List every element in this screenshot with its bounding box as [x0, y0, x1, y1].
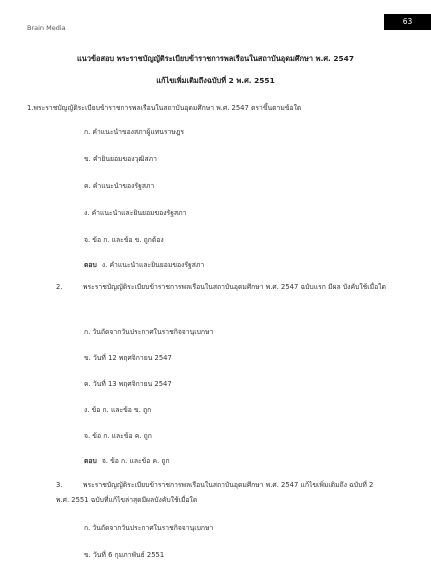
document-subtitle: แก้ไขเพิ่มเติมถึงฉบับที่ 2 พ.ศ. 2551	[156, 76, 275, 85]
question-1-option: ค. คำแนะนำของรัฐสภา	[84, 182, 155, 190]
question-2-text: พระราชบัญญัติระเบียบข้าราชการพลเรือนในสถาบันอุดมศึกษา พ.ศ. 2547 ฉบับแรก มีผล บังคับใช้เมื่อใด	[83, 283, 386, 291]
question-1-option: ง. คำแนะนำและยินยอมของรัฐสภา	[84, 209, 187, 217]
question-2-option: ข. วันที่ 12 พฤศจิกายน 2547	[84, 354, 172, 362]
question-1-answer	[84, 259, 204, 270]
question-1-option: จ. ข้อ ก. และข้อ ข. ถูกต้อง	[84, 236, 164, 244]
page-number-badge: 63	[384, 14, 431, 30]
question-3-option: ข. วันที่ 6 กุมภาพันธ์ 2551	[84, 551, 165, 559]
question-3-text: พระราชบัญญัติระเบียบข้าราชการพลเรือนในสถาบันอุดมศึกษา พ.ศ. 2547 แก้ไขเพิ่มเติมถึง ฉบับที่ 2 พ.ศ. 2551 ฉบับที่แก้ไขล่าสุดมีผลบังคับใช้เมื่อใด	[56, 481, 374, 504]
answer-text: ง. คำแนะนำและยินยอมของรัฐสภา	[101, 261, 205, 269]
header-brand: Brain Media	[27, 24, 66, 32]
answer-label: ตอบ	[84, 457, 97, 465]
question-2-option: ง. ข้อ ก. และข้อ ข. ถูก	[84, 406, 152, 414]
question-3-number: 3.	[56, 481, 63, 489]
question-2-number: 2.	[56, 283, 63, 291]
question-1-option: ข. คำยินยอมของวุฒิสภา	[84, 155, 157, 163]
answer-text: จ. ข้อ ก. และข้อ ค. ถูก	[101, 457, 170, 465]
question-2-answer	[84, 455, 170, 466]
question-1-option: ก. คำแนะนำของสภาผู้แทนราษฎร	[84, 128, 185, 136]
question-1-text: 1.พระราชบัญญัติระเบียบข้าราชการพลเรือนในสถาบันอุดมศึกษา พ.ศ. 2547 ตราขึ้นตามข้อใด	[27, 104, 302, 112]
question-2-option: จ. ข้อ ก. และข้อ ค. ถูก	[84, 432, 152, 440]
document-title: แนวข้อสอบ พระราชบัญญัติระเบียบข้าราชการพลเรือนในสถาบันอุดมศึกษา พ.ศ. 2547	[77, 54, 354, 63]
question-2-option: ค. วันที่ 13 พฤศจิกายน 2547	[84, 380, 172, 388]
answer-label: ตอบ	[84, 261, 97, 269]
question-2-option: ก. วันถัดจากวันประกาศในราชกิจจานุเบกษา	[84, 328, 214, 336]
question-3-option: ก. วันถัดจากวันประกาศในราชกิจจานุเบกษา	[84, 524, 214, 532]
